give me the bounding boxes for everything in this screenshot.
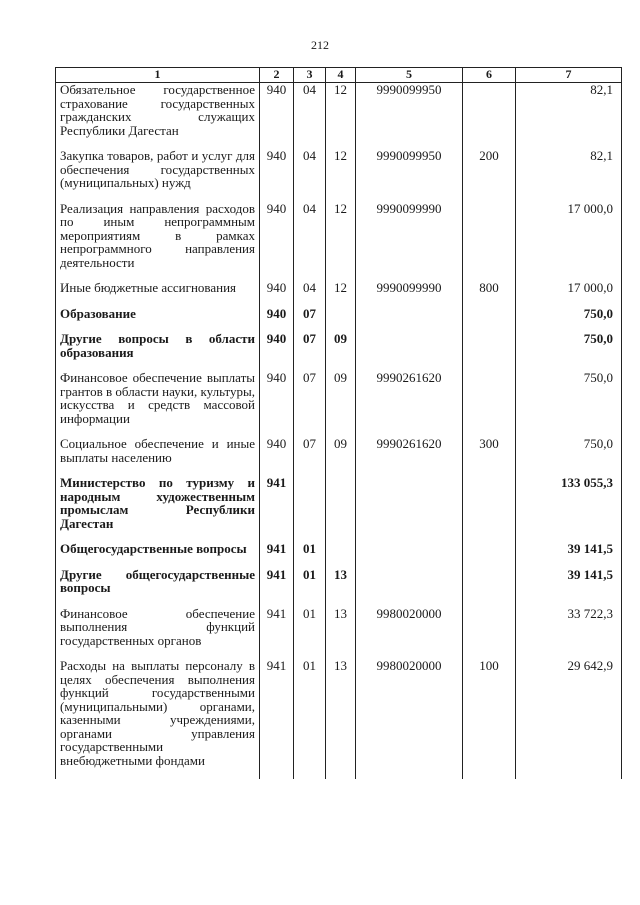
row-ved-code: 941 bbox=[260, 607, 294, 648]
spacer-cell bbox=[326, 190, 356, 202]
spacer-cell bbox=[326, 556, 356, 568]
row-spacer bbox=[56, 556, 622, 568]
row-expense-type: 200 bbox=[463, 149, 516, 190]
row-ved-code: 941 bbox=[260, 476, 294, 530]
table-row bbox=[56, 542, 622, 556]
row-target-article: 9980020000 bbox=[356, 659, 463, 767]
spacer-cell bbox=[356, 767, 463, 779]
spacer-cell bbox=[516, 190, 622, 202]
row-target-article: 9990099990 bbox=[356, 281, 463, 295]
spacer-cell bbox=[56, 595, 260, 607]
table-row bbox=[56, 437, 622, 464]
spacer-cell bbox=[516, 295, 622, 307]
row-section-code: 01 bbox=[294, 659, 326, 767]
spacer-cell bbox=[463, 767, 516, 779]
row-amount: 39 141,5 bbox=[516, 542, 622, 556]
row-ved-code: 940 bbox=[260, 332, 294, 359]
row-ved-code: 941 bbox=[260, 568, 294, 595]
table-row bbox=[56, 371, 622, 425]
row-target-article: 9990099950 bbox=[356, 83, 463, 138]
row-amount: 29 642,9 bbox=[516, 659, 622, 767]
row-name: Социальное обеспечение и иные выплаты населению bbox=[56, 437, 260, 464]
row-section-code: 04 bbox=[294, 202, 326, 270]
row-ved-code: 940 bbox=[260, 83, 294, 138]
row-amount: 82,1 bbox=[516, 83, 622, 138]
row-expense-type bbox=[463, 371, 516, 425]
row-ved-code: 940 bbox=[260, 202, 294, 270]
spacer-cell bbox=[356, 295, 463, 307]
spacer-cell bbox=[463, 595, 516, 607]
row-expense-type bbox=[463, 202, 516, 270]
spacer-cell bbox=[516, 556, 622, 568]
row-subsection-code bbox=[326, 476, 356, 530]
row-section-code: 04 bbox=[294, 83, 326, 138]
spacer-cell bbox=[463, 464, 516, 476]
spacer-cell bbox=[356, 320, 463, 332]
row-subsection-code: 12 bbox=[326, 149, 356, 190]
row-expense-type: 300 bbox=[463, 437, 516, 464]
row-amount: 750,0 bbox=[516, 371, 622, 425]
row-ved-code: 940 bbox=[260, 281, 294, 295]
col-header-3: 3 bbox=[294, 68, 326, 83]
row-ved-code: 940 bbox=[260, 437, 294, 464]
row-name: Министерство по туризму и народным художественным промыслам Республики Дагестан bbox=[56, 476, 260, 530]
spacer-cell bbox=[260, 556, 294, 568]
table-header-row bbox=[56, 68, 622, 83]
row-section-code: 01 bbox=[294, 607, 326, 648]
spacer-cell bbox=[356, 464, 463, 476]
row-subsection-code: 13 bbox=[326, 568, 356, 595]
spacer-cell bbox=[356, 556, 463, 568]
row-section-code: 01 bbox=[294, 542, 326, 556]
table-row bbox=[56, 476, 622, 530]
spacer-cell bbox=[356, 595, 463, 607]
row-amount: 82,1 bbox=[516, 149, 622, 190]
row-name: Другие общегосударственные вопросы bbox=[56, 568, 260, 595]
table-row bbox=[56, 83, 622, 138]
spacer-cell bbox=[463, 530, 516, 542]
row-ved-code: 941 bbox=[260, 659, 294, 767]
row-name: Финансовое обеспечение выполнения функций государственных органов bbox=[56, 607, 260, 648]
row-target-article: 9990099990 bbox=[356, 202, 463, 270]
row-amount: 39 141,5 bbox=[516, 568, 622, 595]
budget-table bbox=[55, 67, 622, 779]
row-name: Расходы на выплаты персоналу в целях обеспечения выполнения функций государственными (муниципальными) органами, казенными учреждениями, органами управления государственными внебюджетными фондами bbox=[56, 659, 260, 767]
row-spacer bbox=[56, 595, 622, 607]
spacer-cell bbox=[463, 359, 516, 371]
col-header-1: 1 bbox=[56, 68, 260, 83]
spacer-cell bbox=[463, 320, 516, 332]
row-subsection-code: 13 bbox=[326, 607, 356, 648]
row-target-article: 9990261620 bbox=[356, 437, 463, 464]
table-row bbox=[56, 607, 622, 648]
row-target-article bbox=[356, 568, 463, 595]
row-target-article: 9990099950 bbox=[356, 149, 463, 190]
row-subsection-code: 09 bbox=[326, 332, 356, 359]
spacer-cell bbox=[294, 295, 326, 307]
spacer-cell bbox=[326, 767, 356, 779]
spacer-cell bbox=[516, 595, 622, 607]
spacer-cell bbox=[326, 530, 356, 542]
spacer-cell bbox=[260, 767, 294, 779]
table-row bbox=[56, 332, 622, 359]
row-target-article bbox=[356, 542, 463, 556]
col-header-2: 2 bbox=[260, 68, 294, 83]
row-expense-type bbox=[463, 607, 516, 648]
row-target-article bbox=[356, 307, 463, 321]
row-subsection-code bbox=[326, 307, 356, 321]
row-subsection-code: 12 bbox=[326, 202, 356, 270]
row-amount: 133 055,3 bbox=[516, 476, 622, 530]
spacer-cell bbox=[260, 595, 294, 607]
row-section-code: 04 bbox=[294, 149, 326, 190]
row-amount: 750,0 bbox=[516, 307, 622, 321]
row-section-code: 04 bbox=[294, 281, 326, 295]
row-expense-type bbox=[463, 542, 516, 556]
row-section-code: 01 bbox=[294, 568, 326, 595]
page-number: 212 bbox=[311, 38, 329, 52]
row-name: Реализация направления расходов по иным непрограммным мероприятиям в рамках непрограммного направления деятельности bbox=[56, 202, 260, 270]
row-spacer bbox=[56, 295, 622, 307]
spacer-cell bbox=[356, 190, 463, 202]
row-name: Закупка товаров, работ и услуг для обеспечения государственных (муниципальных) нужд bbox=[56, 149, 260, 190]
row-ved-code: 941 bbox=[260, 542, 294, 556]
row-target-article bbox=[356, 476, 463, 530]
row-name: Обязательное государственное страхование государственных гражданских служащих Республики Дагестан bbox=[56, 83, 260, 138]
table-row bbox=[56, 307, 622, 321]
row-amount: 750,0 bbox=[516, 332, 622, 359]
row-amount: 17 000,0 bbox=[516, 202, 622, 270]
spacer-cell bbox=[294, 190, 326, 202]
row-name: Иные бюджетные ассигнования bbox=[56, 281, 260, 295]
col-header-7: 7 bbox=[516, 68, 622, 83]
row-section-code: 07 bbox=[294, 307, 326, 321]
row-expense-type: 100 bbox=[463, 659, 516, 767]
table-row bbox=[56, 281, 622, 295]
spacer-cell bbox=[326, 295, 356, 307]
row-ved-code: 940 bbox=[260, 307, 294, 321]
col-header-6: 6 bbox=[463, 68, 516, 83]
row-expense-type bbox=[463, 332, 516, 359]
row-section-code: 07 bbox=[294, 371, 326, 425]
spacer-cell bbox=[260, 190, 294, 202]
table-row bbox=[56, 568, 622, 595]
row-subsection-code bbox=[326, 542, 356, 556]
row-expense-type bbox=[463, 83, 516, 138]
spacer-cell bbox=[326, 595, 356, 607]
row-spacer bbox=[56, 190, 622, 202]
row-section-code bbox=[294, 476, 326, 530]
row-subsection-code: 09 bbox=[326, 437, 356, 464]
spacer-cell bbox=[516, 767, 622, 779]
spacer-cell bbox=[356, 530, 463, 542]
row-name: Общегосударственные вопросы bbox=[56, 542, 260, 556]
row-amount: 750,0 bbox=[516, 437, 622, 464]
row-section-code: 07 bbox=[294, 437, 326, 464]
row-expense-type bbox=[463, 568, 516, 595]
row-section-code: 07 bbox=[294, 332, 326, 359]
row-ved-code: 940 bbox=[260, 149, 294, 190]
spacer-cell bbox=[56, 556, 260, 568]
spacer-cell bbox=[326, 464, 356, 476]
row-target-article: 9990261620 bbox=[356, 371, 463, 425]
spacer-cell bbox=[56, 295, 260, 307]
row-expense-type bbox=[463, 476, 516, 530]
row-subsection-code: 12 bbox=[326, 83, 356, 138]
spacer-cell bbox=[56, 767, 260, 779]
col-header-5: 5 bbox=[356, 68, 463, 83]
spacer-cell bbox=[463, 190, 516, 202]
spacer-cell bbox=[294, 595, 326, 607]
table-row bbox=[56, 202, 622, 270]
row-name: Образование bbox=[56, 307, 260, 321]
col-header-4: 4 bbox=[326, 68, 356, 83]
row-target-article: 9980020000 bbox=[356, 607, 463, 648]
row-amount: 17 000,0 bbox=[516, 281, 622, 295]
table-row bbox=[56, 149, 622, 190]
row-target-article bbox=[356, 332, 463, 359]
row-subsection-code: 13 bbox=[326, 659, 356, 767]
row-expense-type bbox=[463, 307, 516, 321]
spacer-cell bbox=[294, 464, 326, 476]
row-spacer bbox=[56, 767, 622, 779]
row-ved-code: 940 bbox=[260, 371, 294, 425]
spacer-cell bbox=[56, 190, 260, 202]
row-name: Финансовое обеспечение выплаты грантов в области науки, культуры, искусства и средств массовой информации bbox=[56, 371, 260, 425]
spacer-cell bbox=[463, 295, 516, 307]
spacer-cell bbox=[294, 767, 326, 779]
table-row bbox=[56, 659, 622, 767]
row-amount: 33 722,3 bbox=[516, 607, 622, 648]
row-subsection-code: 12 bbox=[326, 281, 356, 295]
spacer-cell bbox=[463, 556, 516, 568]
row-expense-type: 800 bbox=[463, 281, 516, 295]
spacer-cell bbox=[260, 295, 294, 307]
table-body bbox=[56, 83, 622, 780]
row-name: Другие вопросы в области образования bbox=[56, 332, 260, 359]
spacer-cell bbox=[294, 556, 326, 568]
row-subsection-code: 09 bbox=[326, 371, 356, 425]
